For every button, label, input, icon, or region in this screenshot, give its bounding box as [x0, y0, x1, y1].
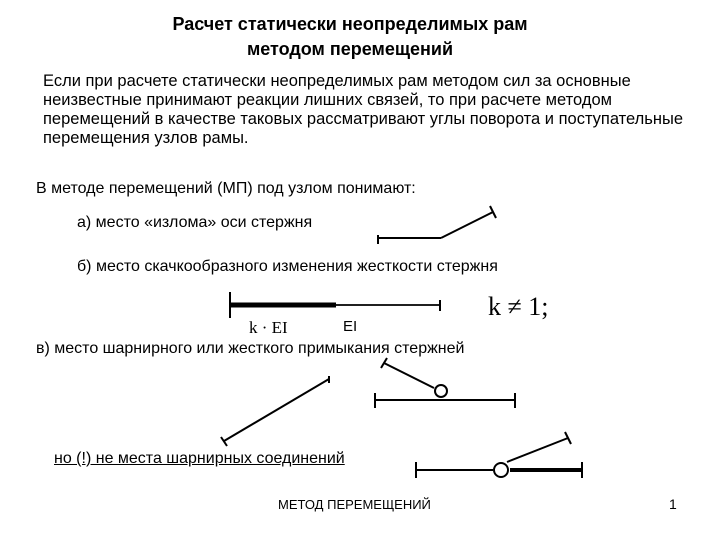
- footer-title: МЕТОД ПЕРЕМЕЩЕНИЙ: [278, 497, 431, 512]
- item-a-text: а) место «излома» оси стержня: [77, 214, 313, 231]
- note-not-hinged-joints: но (!) не места шарнирных соединений: [54, 450, 345, 467]
- diagram-hinged-joint: [375, 358, 515, 408]
- page-number: 1: [669, 496, 677, 512]
- diagram-bent-axis: [378, 206, 496, 244]
- item-c-text: в) место шарнирного или жесткого примыкания стержней: [36, 340, 465, 357]
- intro-paragraph: Если при расчете статически неопределимых рам методом сил за основные неизвестные принимают реакции лишних связей, то при расчете методом перемещений в качестве таковых рассматривают углы поворота и поступательные перемещения узлов рамы.: [43, 72, 684, 147]
- node-definition: В методе перемещений (МП) под узлом понимают:: [36, 180, 416, 197]
- diagram-stiffness-change: [230, 292, 440, 318]
- formula-k-not-1: k ≠ 1;: [488, 292, 549, 321]
- slide-title-line-2: методом перемещений: [246, 39, 454, 59]
- slide-title-line-1: Расчет статически неопределимых рам: [172, 14, 528, 34]
- label-ei: EI: [343, 318, 358, 335]
- item-b-text: б) место скачкообразного изменения жесткости стержня: [77, 258, 498, 275]
- label-k-ei: k · EI: [249, 318, 288, 337]
- diagram-hinged-connection: [416, 432, 582, 478]
- diagram-rigid-joint: [221, 376, 329, 446]
